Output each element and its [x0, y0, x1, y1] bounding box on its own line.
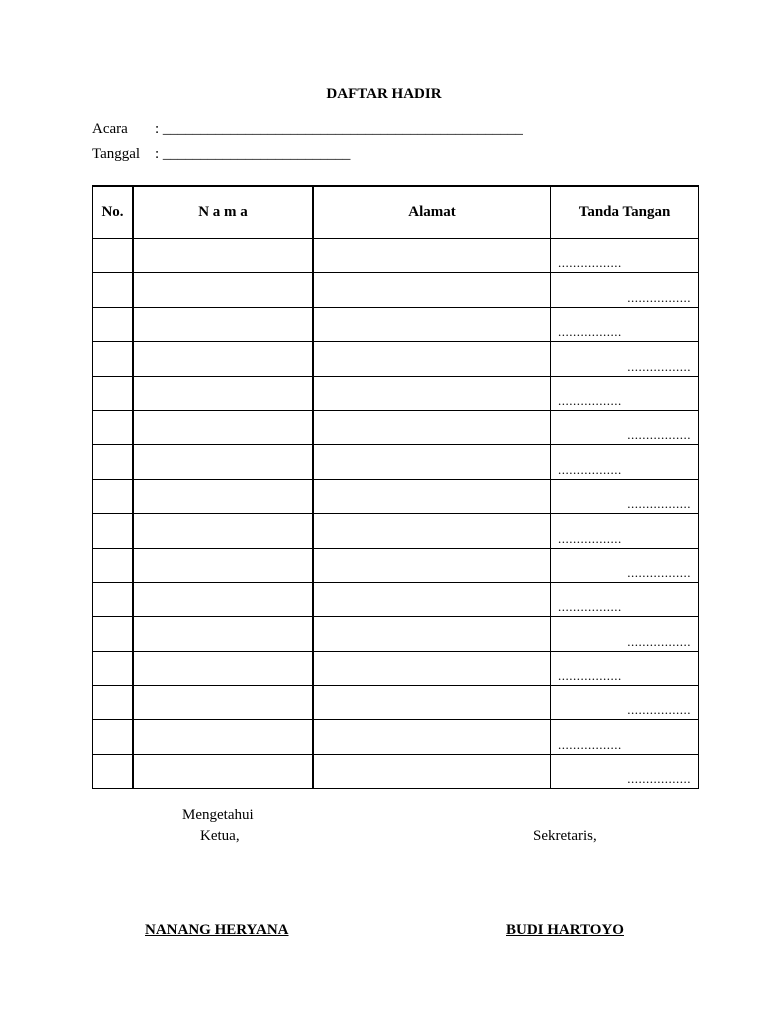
cell-nama	[133, 239, 313, 273]
cell-nama	[133, 514, 313, 548]
header-alamat: Alamat	[313, 186, 551, 239]
table-header-row	[93, 186, 699, 239]
tanggal-separator: :	[155, 146, 160, 162]
signature-placeholder: .................	[558, 668, 622, 684]
cell-alamat	[313, 239, 551, 273]
cell-tanda-tangan	[551, 342, 699, 376]
cell-no	[93, 617, 134, 651]
cell-no	[93, 445, 134, 479]
cell-tanda-tangan	[551, 548, 699, 582]
cell-alamat	[313, 582, 551, 616]
table-row	[93, 479, 699, 513]
signature-placeholder: .................	[558, 461, 622, 477]
cell-alamat	[313, 651, 551, 685]
cell-alamat	[313, 410, 551, 444]
tanggal-line: _________________________	[162, 146, 351, 162]
table-row	[93, 410, 699, 444]
cell-tanda-tangan	[551, 239, 699, 273]
cell-alamat	[313, 754, 551, 788]
cell-nama	[133, 376, 313, 410]
cell-no	[93, 754, 134, 788]
cell-nama	[133, 273, 313, 307]
cell-alamat	[313, 617, 551, 651]
table-row	[93, 651, 699, 685]
table-row	[93, 754, 699, 788]
cell-tanda-tangan	[551, 754, 699, 788]
cell-nama	[133, 651, 313, 685]
acara-separator: :	[155, 121, 160, 137]
cell-no	[93, 273, 134, 307]
cell-alamat	[313, 307, 551, 341]
cell-tanda-tangan	[551, 514, 699, 548]
signature-placeholder: .................	[558, 255, 622, 271]
table-row	[93, 273, 699, 307]
cell-nama	[133, 479, 313, 513]
cell-nama	[133, 548, 313, 582]
header-nama: N a m a	[133, 186, 313, 239]
cell-no	[93, 514, 134, 548]
cell-tanda-tangan	[551, 479, 699, 513]
table-row	[93, 686, 699, 720]
tanggal-label: Tanggal	[92, 146, 141, 162]
signature-placeholder: .................	[558, 392, 622, 408]
cell-alamat	[313, 376, 551, 410]
cell-alamat	[313, 479, 551, 513]
table-row	[93, 376, 699, 410]
table-row	[93, 307, 699, 341]
signature-placeholder: .................	[627, 289, 691, 305]
table-row	[93, 617, 699, 651]
cell-tanda-tangan	[551, 445, 699, 479]
acara-line: ________________________________________________	[162, 121, 523, 137]
cell-nama	[133, 582, 313, 616]
cell-nama	[133, 617, 313, 651]
signature-placeholder: .................	[558, 599, 622, 615]
signature-placeholder: .................	[558, 324, 622, 340]
cell-nama	[133, 342, 313, 376]
signature-placeholder: .................	[627, 496, 691, 512]
cell-alamat	[313, 514, 551, 548]
signature-placeholder: .................	[627, 358, 691, 374]
ketua-title: Ketua,	[200, 828, 240, 844]
cell-no	[93, 651, 134, 685]
cell-tanda-tangan	[551, 582, 699, 616]
header-no: No.	[93, 186, 134, 239]
cell-tanda-tangan	[551, 307, 699, 341]
signature-placeholder: .................	[627, 564, 691, 580]
table-row	[93, 514, 699, 548]
cell-no	[93, 410, 134, 444]
signature-placeholder: .................	[627, 427, 691, 443]
acara-field	[92, 119, 523, 139]
cell-no	[93, 307, 134, 341]
cell-alamat	[313, 686, 551, 720]
cell-no	[93, 548, 134, 582]
signature-placeholder: .................	[627, 702, 691, 718]
acara-label: Acara	[92, 121, 128, 137]
table-row	[93, 582, 699, 616]
cell-tanda-tangan	[551, 617, 699, 651]
cell-alamat	[313, 720, 551, 754]
cell-tanda-tangan	[551, 686, 699, 720]
signature-placeholder: .................	[558, 530, 622, 546]
cell-nama	[133, 754, 313, 788]
cell-nama	[133, 410, 313, 444]
cell-tanda-tangan	[551, 273, 699, 307]
cell-tanda-tangan	[551, 651, 699, 685]
cell-tanda-tangan	[551, 376, 699, 410]
cell-tanda-tangan	[551, 410, 699, 444]
cell-no	[93, 582, 134, 616]
cell-no	[93, 239, 134, 273]
signature-placeholder: .................	[558, 736, 622, 752]
cell-nama	[133, 445, 313, 479]
cell-nama	[133, 686, 313, 720]
tanggal-field	[92, 144, 350, 164]
cell-alamat	[313, 548, 551, 582]
cell-no	[93, 479, 134, 513]
mengetahui-label: Mengetahui	[182, 807, 254, 823]
signature-placeholder: .................	[627, 771, 691, 787]
table-row	[93, 445, 699, 479]
table-row	[93, 239, 699, 273]
cell-tanda-tangan	[551, 720, 699, 754]
cell-alamat	[313, 273, 551, 307]
sekretaris-title: Sekretaris,	[533, 828, 597, 844]
cell-no	[93, 376, 134, 410]
ketua-name: NANANG HERYANA	[145, 922, 289, 938]
cell-nama	[133, 307, 313, 341]
cell-alamat	[313, 445, 551, 479]
cell-no	[93, 342, 134, 376]
table-row	[93, 342, 699, 376]
cell-no	[93, 720, 134, 754]
header-tanda-tangan: Tanda Tangan	[551, 186, 699, 239]
cell-no	[93, 686, 134, 720]
table-row	[93, 548, 699, 582]
signature-placeholder: .................	[627, 633, 691, 649]
cell-nama	[133, 720, 313, 754]
attendance-table	[92, 185, 699, 789]
table-row	[93, 720, 699, 754]
sekretaris-name: BUDI HARTOYO	[506, 922, 624, 938]
page-title: DAFTAR HADIR	[326, 86, 442, 102]
cell-alamat	[313, 342, 551, 376]
